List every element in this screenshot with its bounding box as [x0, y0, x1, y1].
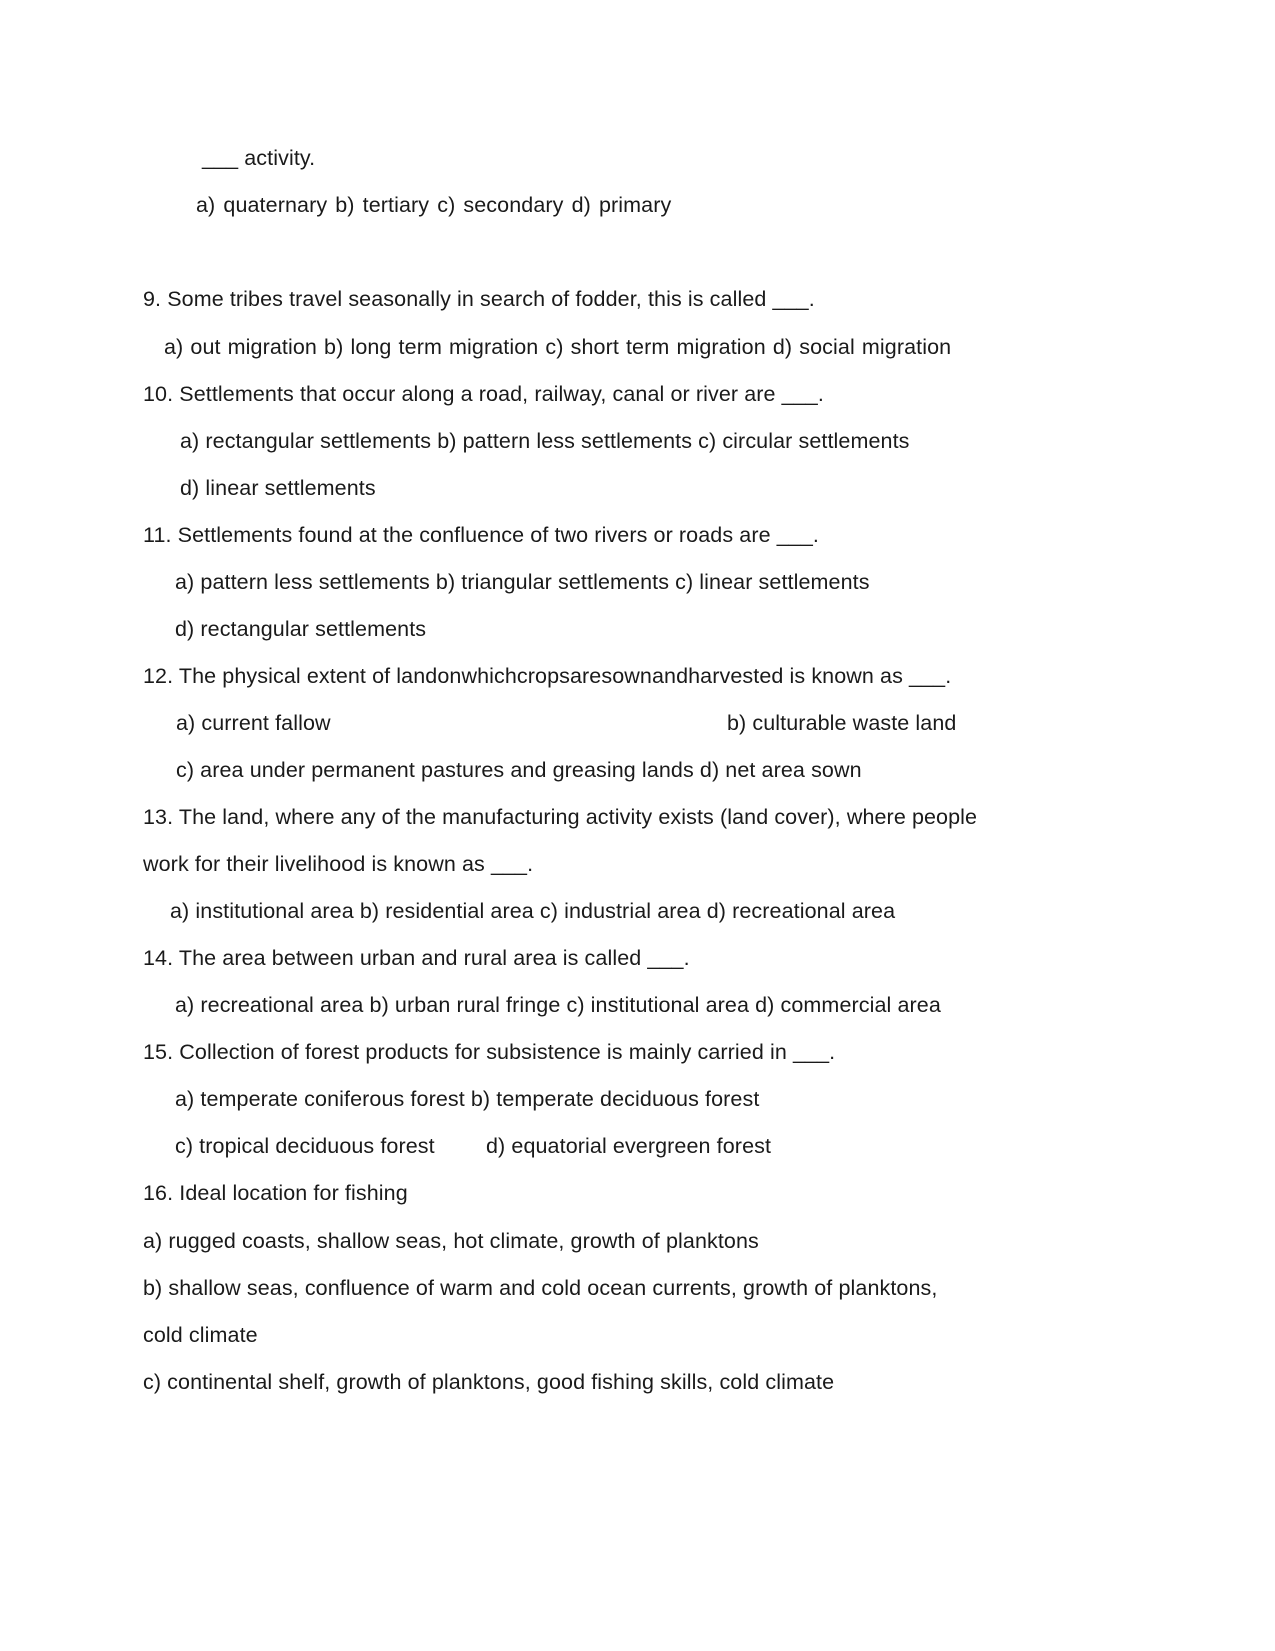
q8-stem-end: ___ activity. [202, 146, 316, 170]
q13-stem-line2: work for their livelihood is known as ___. [143, 852, 534, 876]
q11-stem: 11. Settlements found at the confluence of two rivers or roads are ___. [143, 523, 819, 547]
q16-option-b-line1: b) shallow seas, confluence of warm and cold ocean currents, growth of planktons, [143, 1276, 938, 1300]
q14-options: a) recreational area b) urban rural fringe c) institutional area d) commercial area [175, 993, 941, 1017]
q10-options-line2: d) linear settlements [180, 476, 376, 500]
q15-option-d: d) equatorial evergreen forest [486, 1134, 772, 1158]
q10-options-line1: a) rectangular settlements b) pattern less settlements c) circular settlements [180, 429, 910, 453]
q12-option-b: b) culturable waste land [727, 711, 957, 735]
q9-options: a) out migration b) long term migration c) short term migration d) social migration [164, 335, 952, 359]
q16-stem: 16. Ideal location for fishing [143, 1181, 408, 1205]
q13-stem-line1: 13. The land, where any of the manufacturing activity exists (land cover), where people [143, 805, 978, 829]
q16-option-b-line2: cold climate [143, 1323, 258, 1347]
q12-option-a: a) current fallow [176, 711, 331, 735]
q11-options-line1: a) pattern less settlements b) triangular settlements c) linear settlements [175, 570, 870, 594]
q12-stem: 12. The physical extent of landonwhichcropsaresownandharvested is known as ___. [143, 664, 952, 688]
q16-option-c: c) continental shelf, growth of planktons, good fishing skills, cold climate [143, 1370, 835, 1394]
q9-stem: 9. Some tribes travel seasonally in search of fodder, this is called ___. [143, 287, 815, 311]
q11-options-line2: d) rectangular settlements [175, 617, 427, 641]
q10-stem: 10. Settlements that occur along a road, railway, canal or river are ___. [143, 382, 824, 406]
q13-options: a) institutional area b) residential area c) industrial area d) recreational area [170, 899, 896, 923]
q12-options-line2: c) area under permanent pastures and greasing lands d) net area sown [176, 758, 862, 782]
q15-option-c: c) tropical deciduous forest [175, 1134, 435, 1158]
q16-option-a: a) rugged coasts, shallow seas, hot climate, growth of planktons [143, 1229, 759, 1253]
q15-stem: 15. Collection of forest products for subsistence is mainly carried in ___. [143, 1040, 836, 1064]
q8-options: a) quaternary b) tertiary c) secondary d) primary [196, 193, 672, 217]
q15-options-line1: a) temperate coniferous forest b) temperate deciduous forest [175, 1087, 760, 1111]
q14-stem: 14. The area between urban and rural area is called ___. [143, 946, 690, 970]
